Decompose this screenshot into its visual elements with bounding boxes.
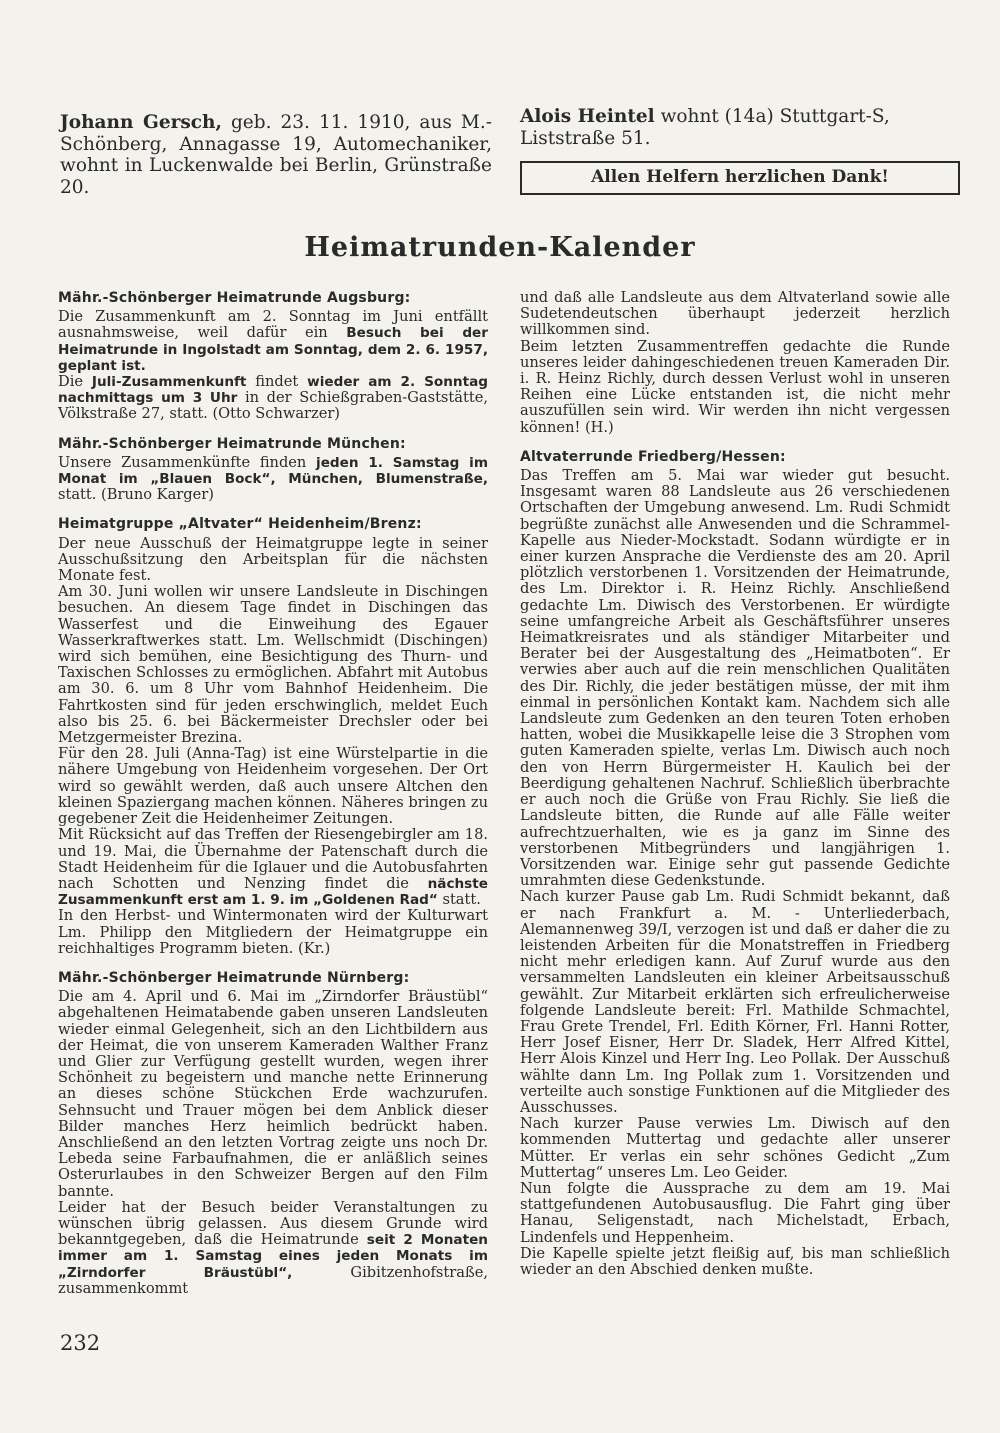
entry-heintel <box>520 106 960 195</box>
paragraph: Am 30. Juni wollen wir unsere Landsleute in Dischingen besuchen. An diesem Tage findet in Dischingen das Wasserfest und die Einweihung des Egauer Wasserkraftwerkes statt. Lm. Wellschmidt (Dischingen) wird sich bemühen, eine Besichtigung des Thurn- und Taxischen Schlosses zu ermöglichen. Abfahrt mit Autobus am 30. 6. um 8 Uhr vom Bahnhof Heidenheim. Die Fahrtkosten sind für jeden erschwinglich, meldet Euch also bis 25. 6. bei Bäckermeister Drechsler oder bei Metzgermeister Brezina. <box>58 583 488 747</box>
paragraph: Nach kurzer Pause gab Lm. Rudi Schmidt bekannt, daß er nach Frankfurt a. M. - Unterliederbach, Alemannenweg 39/I, verzogen ist und daß er daher die zu leistenden Arbeiten für die Monatstreffen in Friedberg nicht mehr erledigen kann. Auf Zuruf wurde aus den versammelten Landsleuten ein kleiner Arbeitsausschuß gewählt. Zur Mitarbeit erklärten sich erfreulicherweise folgende Landsleute bereit: Frl. Mathilde Schmachtel, Frau Grete Trendel, Frl. Edith Körner, Frl. Hanni Rotter, Herr Josef Eisner, Herr Dr. Sladek, Herr Alfred Kittel, Herr Alois Kinzel und Herr Ing. Leo Pollak. Der Ausschuß wählte dann Lm. Ing Pollak zum 1. Vorsitzenden und verteilte auch sonstige Funktionen auf die Mitglieder des Ausschusses. <box>520 888 950 1116</box>
section-muenchen <box>58 436 488 504</box>
entry-name: Johann Gersch, <box>60 112 222 133</box>
section-heidenheim <box>58 516 488 956</box>
section-title: Heimatgruppe „Altvater“ Heidenheim/Brenz: <box>58 516 422 533</box>
paragraph: Beim letzten Zusammentreffen gedachte die Runde unseres leider dahingeschiedenen treuen Kameraden Dir. i. R. Heinz Richly, durch dessen Verlust wohl in unseren Reihen eine Lücke entstanden ist, die nicht mehr auszufüllen sein wird. Wir werden ihn nicht vergessen können! (H.) <box>520 337 950 436</box>
paragraph: Nun folgte die Aussprache zu dem am 19. Mai stattgefundenen Autobusausflug. Die Fahrt ging über Hanau, Seligenstadt, nach Michelstadt, Erbach, Lindenfels und Heppenheim. <box>520 1179 950 1246</box>
paragraph <box>58 374 488 423</box>
section-nuernberg-continued <box>520 290 950 436</box>
entry-name: Alois Heintel <box>520 106 655 127</box>
paragraph: Der neue Ausschuß der Heimatgruppe legte in seiner Ausschußsitzung den Arbeitsplan für die nächsten Monate fest. <box>58 534 488 585</box>
paragraph: Die Kapelle spielte jetzt fleißig auf, bis man schließlich wieder an den Abschied denken mußte. <box>520 1244 950 1278</box>
paragraph: Die am 4. April und 6. Mai im „Zirndorfer Bräustübl“ abgehaltenen Heimatabende gaben unseren Landsleuten wieder einmal Gelegenheit, sich an den Lichtbildern aus der Heimat, die von unserem Kameraden Walther Franz und Glier zur Verfügung gestellt wurden, wegen ihrer Schönheit zu begeistern und manche nette Erinnerung an dieses schöne Stückchen Erde wachzurufen. Sehnsucht und Trauer mögen bei dem Anblick dieser Bilder manches Herz heimlich bedrückt haben. Anschließend an den letzten Vortrag zeigte uns noch Dr. Lebeda seine Farbaufnahmen, die er anläßlich seines Osterurlaubes in den Schweizer Bergen auf den Film bannte. <box>58 988 488 1200</box>
left-column <box>58 290 488 1297</box>
text-run: Die Zusammenkunft am 2. Sonntag im Juni entfällt ausnahmsweise, weil dafür ein <box>58 308 488 342</box>
bold-run: nächste Zusammenkunft erst am 1. 9. im „Goldenen Rad“ <box>58 875 488 909</box>
page-number: 232 <box>60 1331 101 1355</box>
text-run: in der Schießgraben-Gaststätte, Völkstraße 27, statt. (Otto Schwarzer) <box>58 389 488 423</box>
paragraph: und daß alle Landsleute aus dem Altvaterland sowie alle Sudetendeutschen überhaupt jederzeit herzlich willkommen sind. <box>520 289 950 339</box>
page-title: Heimatrunden-Kalender <box>304 232 696 263</box>
text-run: findet <box>246 373 308 391</box>
bold-run: Juli-Zusammenkunft <box>91 374 247 391</box>
bold-run: wieder am 2. Sonntag nachmittags um 3 Uhr <box>58 374 488 407</box>
paragraph <box>58 309 488 374</box>
section-title: Altvaterrunde Friedberg/Hessen: <box>520 448 786 465</box>
bold-run: seit 2 Monaten immer am 1. Samstag eines jeden Monats im „Zirndorfer Bräustübl“, <box>58 1232 488 1281</box>
section-title: Mähr.-Schönberger Heimatrunde München: <box>58 435 406 452</box>
text-run: statt. (Bruno Karger) <box>58 486 214 504</box>
bold-run: jeden 1. Samstag im Monat im „Blauen Bock“, München, Blumenstraße, <box>58 454 488 488</box>
paragraph <box>58 1200 488 1297</box>
thanks-box: Allen Helfern herzlichen Dank! <box>520 161 960 195</box>
paragraph: Nach kurzer Pause verwies Lm. Diwisch auf den kommenden Muttertag und gedachte aller unserer Mütter. Er verlas ein sehr schönes Gedicht „Zum Muttertag“ unseres Lm. Leo Geider. <box>520 1115 950 1181</box>
paragraph <box>58 455 488 504</box>
bold-run: Besuch bei der Heimatrunde in Ingolstadt am Sonntag, dem 2. 6. 1957, geplant ist. <box>58 325 488 374</box>
section-nuernberg <box>58 970 488 1297</box>
entry-gersch <box>60 112 492 198</box>
entry-text: geb. 23. 11. 1910, aus M.-Schönberg, Annagasse 19, Automechaniker, wohnt in Luckenwalde bei Berlin, Grünstraße 20. <box>60 112 492 198</box>
text-run: Gibitzenhofstraße, zusammenkommt <box>58 1263 488 1297</box>
paragraph <box>58 827 488 908</box>
section-augsburg <box>58 290 488 423</box>
text-run: Unsere Zusammenkünfte finden <box>58 453 317 471</box>
paragraph: Das Treffen am 5. Mai war wieder gut besucht. Insgesamt waren 88 Landsleute aus 26 verschiedenen Ortschaften der Umgebung anwesend. Lm. Rudi Schmidt begrüßte zunächst alle Anwesenden und die Schrammel-Kapelle aus Nieder-Mockstadt. Sodann würdigte er in einer kurzen Ansprache die Verdienste des am 20. April plötzlich verstorbenen 1. Vorsitzenden der Heimatrunde, des Lm. Direktor i. R. Heinz Richly. Anschließend gedachte Lm. Diwisch des Verstorbenen. Er würdigte seine umfangreiche Arbeit als Geschäftsführer unseres Heimatkreisrates und als ständiger Mitarbeiter und Berater bei der Ausgestaltung des „Heimatboten“. Er verwies aber auch auf die rein menschlichen Qualitäten des Dir. Richly, die jeder bestätigen müsse, der mit ihm einmal in persönlichen Kontakt kam. Nachdem sich alle Landsleute zum Gedenken an den teuren Toten erhoben hatten, wobei die Musikkapelle leise die 3 Strophen vom guten Kameraden spielte, verlas Lm. Diwisch auch noch den von Herrn Bürgermeister H. Kaulich bei der Beerdigung gehaltenen Nachruf. Schließlich überbrachte er auch noch die Grüße von Frau Richly. Sie ließ die Landsleute bitten, die Runde auf alle Fälle weiter aufrechtzuerhalten, wie es ja ganz im Sinne des verstorbenen Mitbegründers und langjährigen 1. Vorsitzenden war. Einige sehr gut passende Gedichte umrahmten diese Gedenkstunde. <box>520 467 950 890</box>
paragraph: In den Herbst- und Wintermonaten wird der Kulturwart Lm. Philipp den Mitgliedern der Heimatgruppe ein reichhaltiges Programm bieten. (Kr.) <box>58 907 488 957</box>
text-run: Leider hat der Besuch beider Veranstaltungen zu wünschen übrig gelassen. Aus diesem Grunde wird bekanntgegeben, daß die Heimatrunde <box>58 1198 488 1249</box>
text-run: Mit Rücksicht auf das Treffen der Riesengebirgler am 18. und 19. Mai, die Übernahme der Patenschaft durch die Stadt Heidenheim für die Iglauer und die Autobusfahrten nach Schotten und Nenzing findet die <box>58 826 488 892</box>
paragraph: Für den 28. Juli (Anna-Tag) ist eine Würstelpartie in die nähere Umgebung von Heidenheim vorgesehen. Der Ort wird so gewählt werden, daß auch unsere Altchen den kleinen Spaziergang machen können. Näheres bringen zu gegebener Zeit die Heidenheimer Zeitungen. <box>58 745 488 828</box>
section-title: Mähr.-Schönberger Heimatrunde Augsburg: <box>58 290 411 306</box>
right-column <box>520 290 950 1278</box>
section-title: Mähr.-Schönberger Heimatrunde Nürnberg: <box>58 969 410 986</box>
section-friedberg <box>520 449 950 1278</box>
entry-text: wohnt (14a) Stuttgart-S, Liststraße 51. <box>520 106 890 149</box>
text-run: Die <box>58 373 92 391</box>
text-run: statt. <box>437 891 481 909</box>
